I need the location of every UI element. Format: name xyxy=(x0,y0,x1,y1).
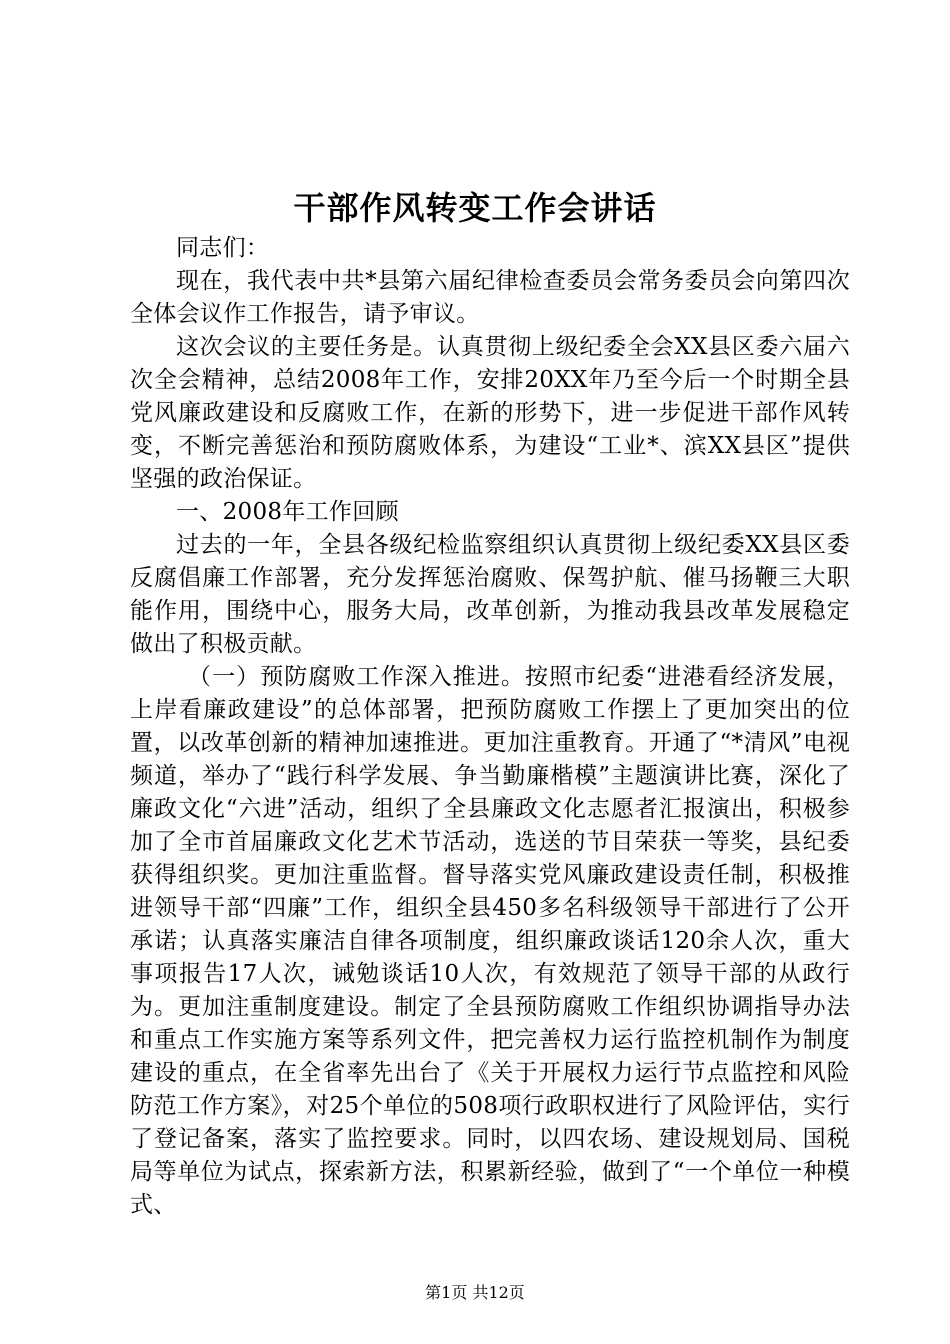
intro-paragraph: 现在，我代表中共*县第六届纪律检查委员会常务委员会向第四次全体会议作工作报告，请予审议。 xyxy=(130,268,850,327)
review-paragraph: 过去的一年，全县各级纪检监察组织认真贯彻上级纪委XX县区委反腐倡廉工作部署，充分发挥惩治腐败、保驾护航、催马扬鞭三大职能作用，围绕中心，服务大局，改革创新，为推动我县改革发展稳定做出了积极贡献。 xyxy=(130,532,850,657)
document-title: 干部作风转变工作会讲话 xyxy=(293,189,657,227)
prevention-paragraph: （一）预防腐败工作深入推进。按照市纪委“进港看经济发展，上岸看廉政建设”的总体部署，把预防腐败工作摆上了更加突出的位置，以改革创新的精神加速推进。更加注重教育。开通了“*清风”电视频道，举办了“践行科学发展、争当勤廉楷模”主题演讲比赛，深化了廉政文化“六进”活动，组织了全县廉政文化志愿者汇报演出，积极参加了全市首届廉政文化艺术节活动，选送的节目荣获一等奖，县纪委获得组织奖。更加注重监督。督导落实党风廉政建设责任制，积极推进领导干部“四廉”工作，组织全县450多名科级领导干部进行了公开承诺；认真落实廉洁自律各项制度，组织廉政谈话120余人次，重大事项报告17人次，诫勉谈话10人次，有效规范了领导干部的从政行为。更加注重制度建设。制定了全县预防腐败工作组织协调指导办法和重点工作实施方案等系列文件，把完善权力运行监控机制作为制度建设的重点，在全省率先出台了《关于开展权力运行节点监控和风险防范工作方案》，对25个单位的508项行政职权进行了风险评估，实行了登记备案，落实了监控要求。同时，以四农场、建设规划局、国税局等单位为试点，探索新方法，积累新经验，做到了“一个单位一种模式、 xyxy=(130,664,850,1218)
meeting-task-paragraph: 这次会议的主要任务是。认真贯彻上级纪委全会XX县区委六届六次全会精神，总结2008年工作，安排20XX年乃至今后一个时期全县党风廉政建设和反腐败工作，在新的形势下，进一步促进干部作风转变，不断完善惩治和预防腐败体系，为建设“工业*、滨XX县区”提供坚强的政治保证。 xyxy=(130,334,850,492)
section-heading: 一、2008年工作回顾 xyxy=(176,499,399,525)
page-number-footer: 第1页 共12页 xyxy=(425,1283,525,1302)
salutation-paragraph: 同志们： xyxy=(176,235,270,261)
document-body xyxy=(130,232,850,1222)
